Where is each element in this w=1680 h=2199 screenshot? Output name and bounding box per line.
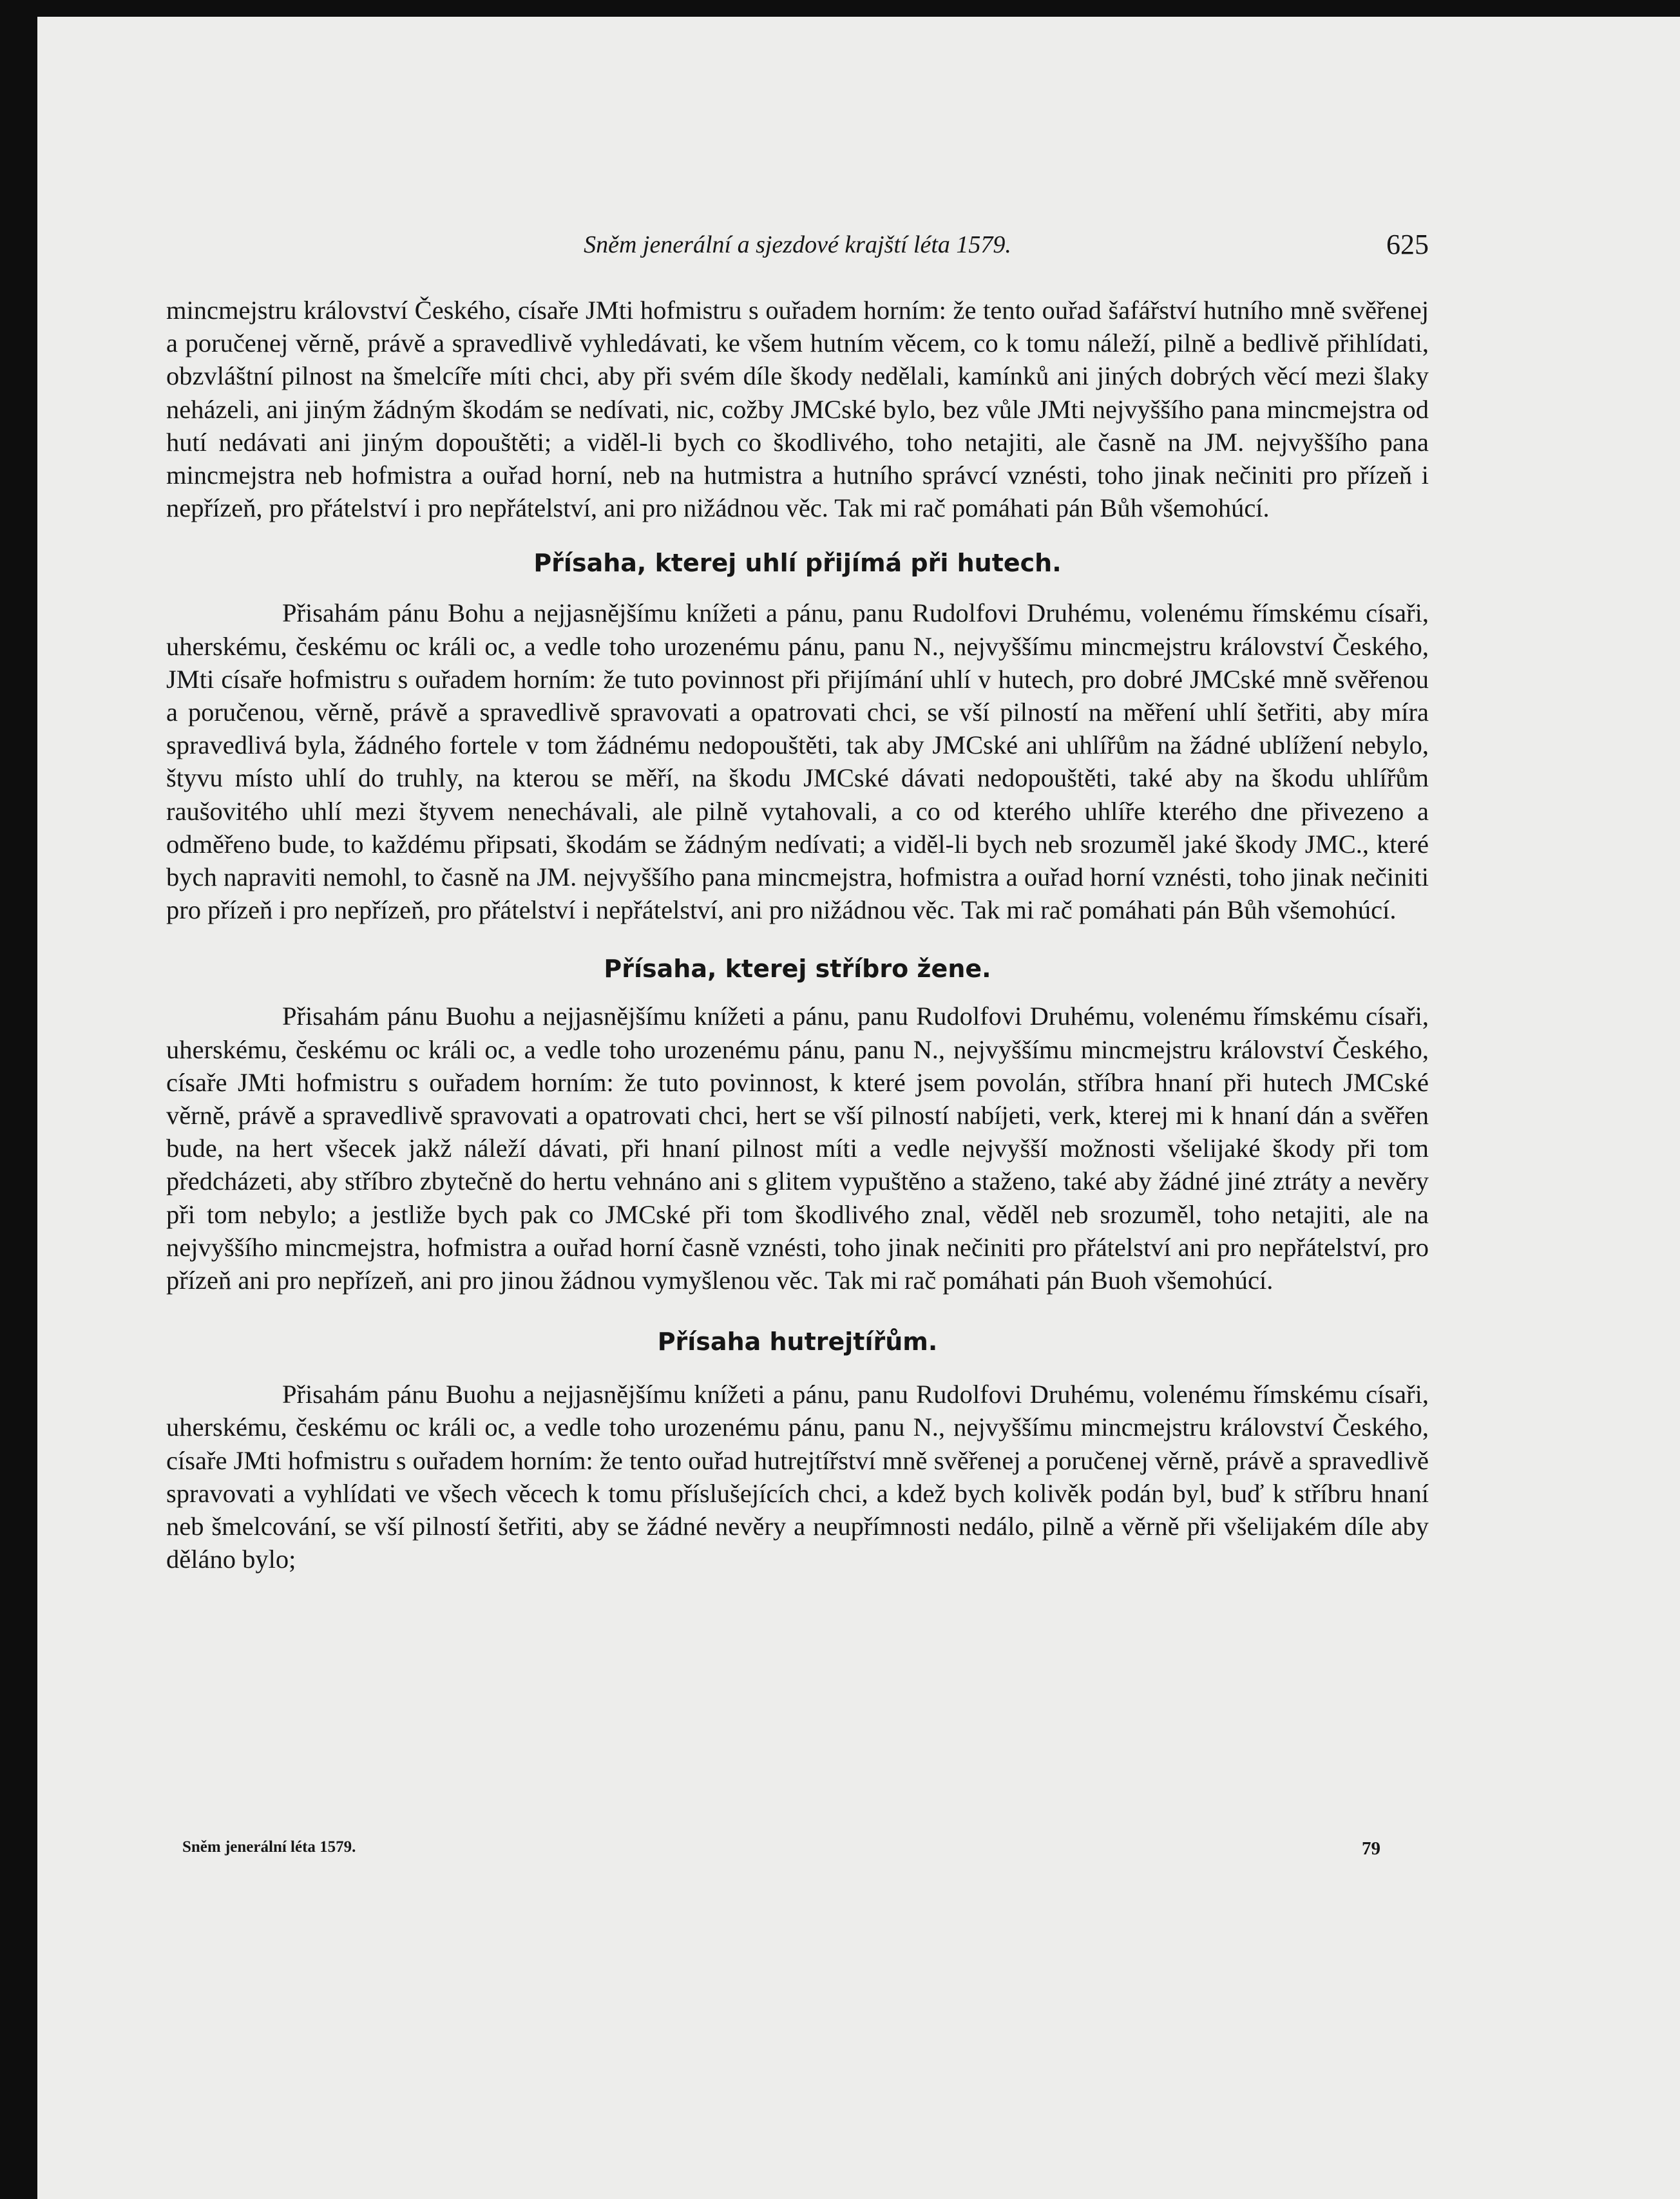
- text-block: [166, 224, 1429, 1576]
- footer-sheet-number: 79: [1362, 1838, 1380, 1859]
- section-heading-hutrejtir: Přísaha hutrejtířům.: [657, 1328, 938, 1357]
- paragraph-hutrejtir-oath: Přisahám pánu Buohu a nejjasnějšímu knížeti a pánu, panu Rudolfovi Druhému, volenému římskému císaři, uherskému, českému oc králi oc, a vedle toho urozenému pánu, panu N., nejvyššímu mincmejstru království Českého, císaře JMti hofmistru s ouřadem horním: že tento ouřad hutrejtířství mně svěřenej a poručenej věrně, právě a spravedlivě spravovati a vyhlídati ve všech věcech k tomu příslušejících chci, a kdež bych kolivěk podán byl, buď k stříbru hnaní neb šmelcování, se vší pilností šetřiti, aby se žádné nevěry a neupřímnosti nedálo, pilně a věrně při všelijakém díle aby děláno bylo;: [166, 1380, 1429, 1574]
- running-head-title: Sněm jenerální a sjezdové krajští léta 1579.: [584, 231, 1011, 258]
- paragraph-coal-oath: Přisahám pánu Bohu a nejjasnějšímu knížeti a pánu, panu Rudolfovi Druhému, volenému římskému císaři, uherskému, českému oc králi oc, a vedle toho urozenému pánu, panu N., nejvyššímu mincmejstru království Českého, JMti císaře hofmistru s ouřadem horním: že tuto povinnost při přijímání uhlí v hutech, pro dobré JMCské mně svěřenou a poručenou, věrně, právě a spravedlivě spravovati a opatrovati chci, se vší pilností na měření uhlí šetřiti, aby míra spravedlivá byla, žádného fortele v tom žádnému nedopouštěti, tak aby JMCské ani uhlířům na žádné ublížení nebylo, štyvu místo uhlí do truhly, na kterou se měří, na škodu JMCské dávati nedopouštěti, také aby na škodu uhlířům raušovitého uhlí mezi štyvem nenechávali, ale pilně vytahovali, a co od kterého uhlíře kterého dne přivezeno a odměřeno bude, to každému připsati, škodám se žádným nedívati; a viděl-li bych neb srozuměl jaké škody JMC., které bych napraviti nemohl, to časně na JM. nejvyššího pana mincmejstra, hofmistra a ouřad horní vznésti, toho jinak nečiniti pro přízeň i pro nepřízeň, pro přátelství i nepřátelství, ani pro nižádnou věc. Tak mi rač pomáhati pán Bůh všemohúcí.: [166, 598, 1429, 925]
- paragraph-continued: mincmejstru království Českého, císaře JMti hofmistru s ouřadem horním: že tento ouřad šafářství hutního mně svěřenej a poručenej věrně, právě a spravedlivě vyhledávati, ke všem hutním věcem, co k tomu náleží, pilně a bedlivě přihlídati, obzvláštní pilnost na šmelcíře míti chci, aby při svém díle škody nedělali, kamínků ani jiných dobrých věcí mezi šlaky neházeli, ani jiným žádným škodám se nedívati, nic, cožby JMCské bylo, bez vůle JMti nejvyššího pana mincmejstra od hutí nedávati ani jiným dopouštěti; a viděl-li bych co škodlivého, toho netajiti, ale časně na JM. nejvyššího pana mincmejstra neb hofmistra a ouřad horní, neb na hutmistra a hutního správcí vznésti, toho jinak nečiniti pro přízeň i nepřízeň, pro přátelství i pro nepřátelství, ani pro nižádnou věc. Tak mi rač pomáhati pán Bůh všemohúcí.: [166, 296, 1429, 523]
- book-page: [37, 17, 1680, 2199]
- paragraph-silver-oath: Přisahám pánu Buohu a nejjasnějšímu knížeti a pánu, panu Rudolfovi Druhému, volenému římskému císaři, uherskému, českému oc králi oc, a vedle toho urozenému pánu, panu N., nejvyššímu mincmejstru království Českého, císaře JMti hofmistru s ouřadem horním: že tuto povinnost, k které jsem povolán, stříbra hnaní při hutech JMCské věrně, právě a spravedlivě spravovati a opatrovati chci, hert se vší pilností nabíjeti, verk, kterej mi k hnaní dán a svěřen bude, na hert všecek jakž náleží dávati, při hnaní pilnost míti a vedle nejvyšší možnosti všelijaké škody při tom předcházeti, aby stříbro zbytečně do hertu vehnáno ani s glitem vypuštěno a staženo, také aby žádné jiné ztráty a nevěry při tom nebylo; a jestliže bych pak co JMCské při tom škodlivého znal, věděl neb srozuměl, toho netajiti, ale na nejvyššího mincmejstra, hofmistra a ouřad horní časně vznésti, toho jinak nečiniti pro přátelství ani pro nepřátelství, pro přízeň ani pro nepřízeň, ani pro jinou žádnou vymyšlenou věc. Tak mi rač pomáhati pán Buoh všemohúcí.: [166, 1002, 1429, 1295]
- footer-signature: Sněm jenerální léta 1579.: [182, 1838, 356, 1856]
- section-heading-coal: Přísaha, kterej uhlí přijímá při hutech.: [533, 549, 1062, 578]
- section-heading-silver: Přísaha, kterej stříbro žene.: [604, 955, 991, 984]
- running-head: [166, 224, 1429, 269]
- page-number: 625: [1386, 229, 1429, 260]
- page-footer: [182, 1838, 1380, 1864]
